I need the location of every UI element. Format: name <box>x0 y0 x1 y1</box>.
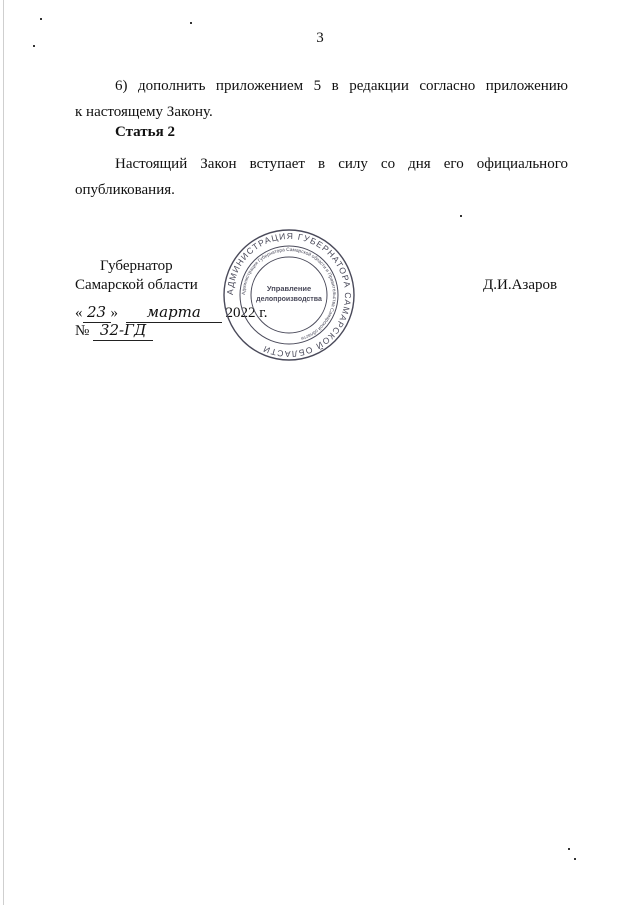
date-quote-close: » <box>110 305 118 321</box>
scan-speck <box>574 858 576 860</box>
page-number: 3 <box>316 30 324 46</box>
date-quote-open: « <box>75 305 83 321</box>
item-6-line-1: 6) дополнить приложением 5 в редакции согласно приложению <box>115 78 568 94</box>
article-text-line-1: Настоящий Закон вступает в силу со дня его официального <box>115 156 568 172</box>
item-6-line-2: к настоящему Закону. <box>75 104 213 120</box>
stamp-inner-text: Администрация Губернатора Самарской области и Правительства Самарской области <box>241 247 337 341</box>
scan-edge-left <box>3 0 4 905</box>
article-text-line-2: опубликования. <box>75 182 175 198</box>
scan-speck <box>190 22 192 24</box>
scan-speck <box>460 215 462 217</box>
scan-speck <box>568 848 570 850</box>
signer-name: Д.И.Азаров <box>483 277 558 293</box>
article-heading: Статья 2 <box>115 124 175 140</box>
number-value: 32-ГД <box>93 320 153 341</box>
official-stamp <box>222 228 356 362</box>
date-suffix: г. <box>259 305 268 321</box>
number-sign: № <box>75 323 90 339</box>
stamp-inner-ring <box>251 257 327 333</box>
date-month: марта <box>126 302 222 323</box>
signer-title-line-2: Самарской области <box>75 277 198 293</box>
stamp-outer-text: АДМИНИСТРАЦИЯ ГУБЕРНАТОРА САМАРСКОЙ ОБЛАСТИ <box>224 230 354 360</box>
stamp-center-line-1: Управление <box>266 284 312 293</box>
stamp-center-line-2: делопроизводства <box>256 296 322 303</box>
law-number <box>75 320 153 341</box>
signer-title-line-1: Губернатор <box>100 258 173 274</box>
date-year: 2022 <box>225 305 256 321</box>
scan-speck <box>40 18 42 20</box>
date-day: 23 <box>83 302 111 323</box>
stamp-middle-ring <box>240 246 338 344</box>
